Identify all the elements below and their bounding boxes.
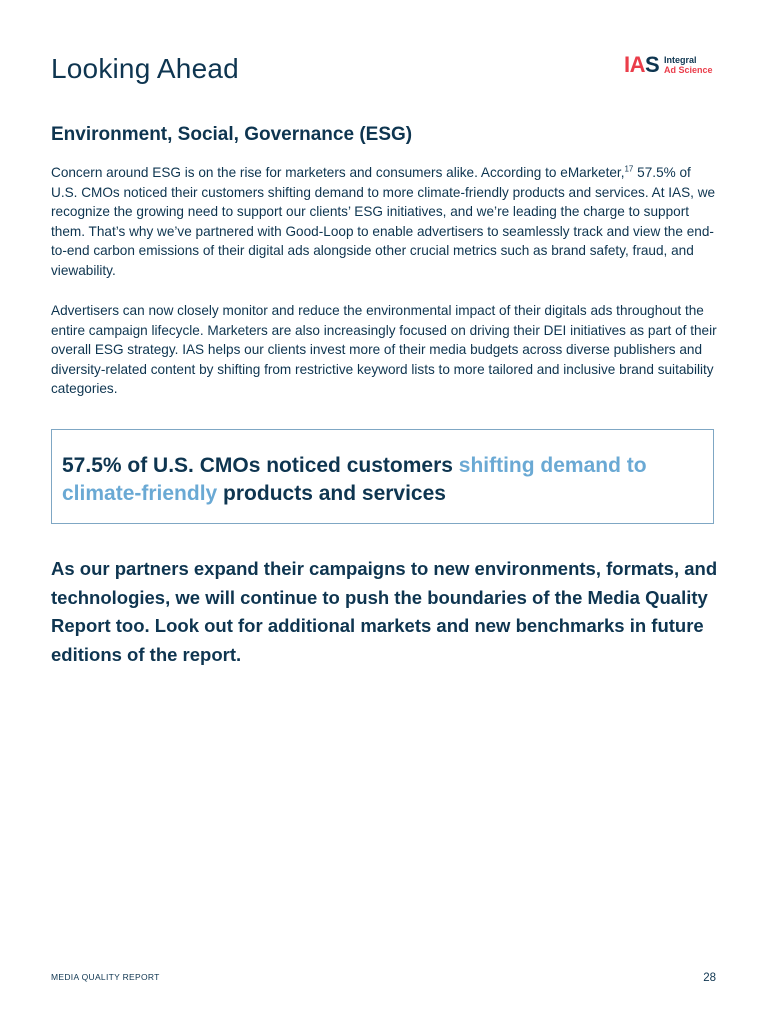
logo-line-1: Integral [664,55,697,65]
stat-callout-text [62,452,702,508]
esg-paragraph-2: Advertisers can now closely monitor and reduce the environmental impact of their digitals ads throughout the entire campaign lifecycle. Marketers are also increasingly focused on driving their DEI initiatives as part of their overall ESG strategy. IAS helps our clients invest more of their media budgets across diverse publishers and diversity-related content by shifting from restrictive keyword lists to more tailored and inclusive brand suitability categories. [51,303,717,397]
callout-part-2: products and services [217,482,446,505]
ias-logo [624,54,724,78]
page-title: Looking Ahead [51,53,239,84]
footnote-ref: 17 [624,164,634,174]
logo-mark [624,54,659,76]
logo-wordmark [664,55,713,75]
callout-highlight: shifting demand to climate-friendly [62,454,647,505]
callout-part-1: 57.5% of U.S. CMOs noticed customers [62,454,459,477]
logo-mark-ia: IA [624,52,645,77]
para1-text-a: Concern around ESG is on the rise for marketers and consumers alike. According to eMarketer, [51,165,625,180]
logo-mark-s: S [645,52,660,77]
closing-statement: As our partners expand their campaigns to new environments, formats, and technologies, we will continue to push the boundaries of the Media Quality Report too. Look out for additional markets and new benchmarks in future editions of the report. [51,558,718,665]
logo-line-2: Ad Science [664,65,713,75]
section-heading: Environment, Social, Governance (ESG) [51,124,413,145]
footer-page-number: 28 [703,972,716,984]
footer-report-name: MEDIA QUALITY REPORT [51,972,160,982]
para1-text-b: 57.5% of U.S. CMOs noticed their customers shifting demand to more climate-friendly products and services. At IAS, we recognize the growing need to support our clients’ ESG initiatives, and we’re leading the charge to support them. That’s why we’ve partnered with Good-Loop to enable advertisers to seamlessly track and view the end-to-end carbon emissions of their digital ads alongside other crucial metrics such as brand safety, fraud, and viewability. [51,165,716,278]
stat-callout-box [51,429,714,524]
esg-paragraph-1 [51,163,721,281]
